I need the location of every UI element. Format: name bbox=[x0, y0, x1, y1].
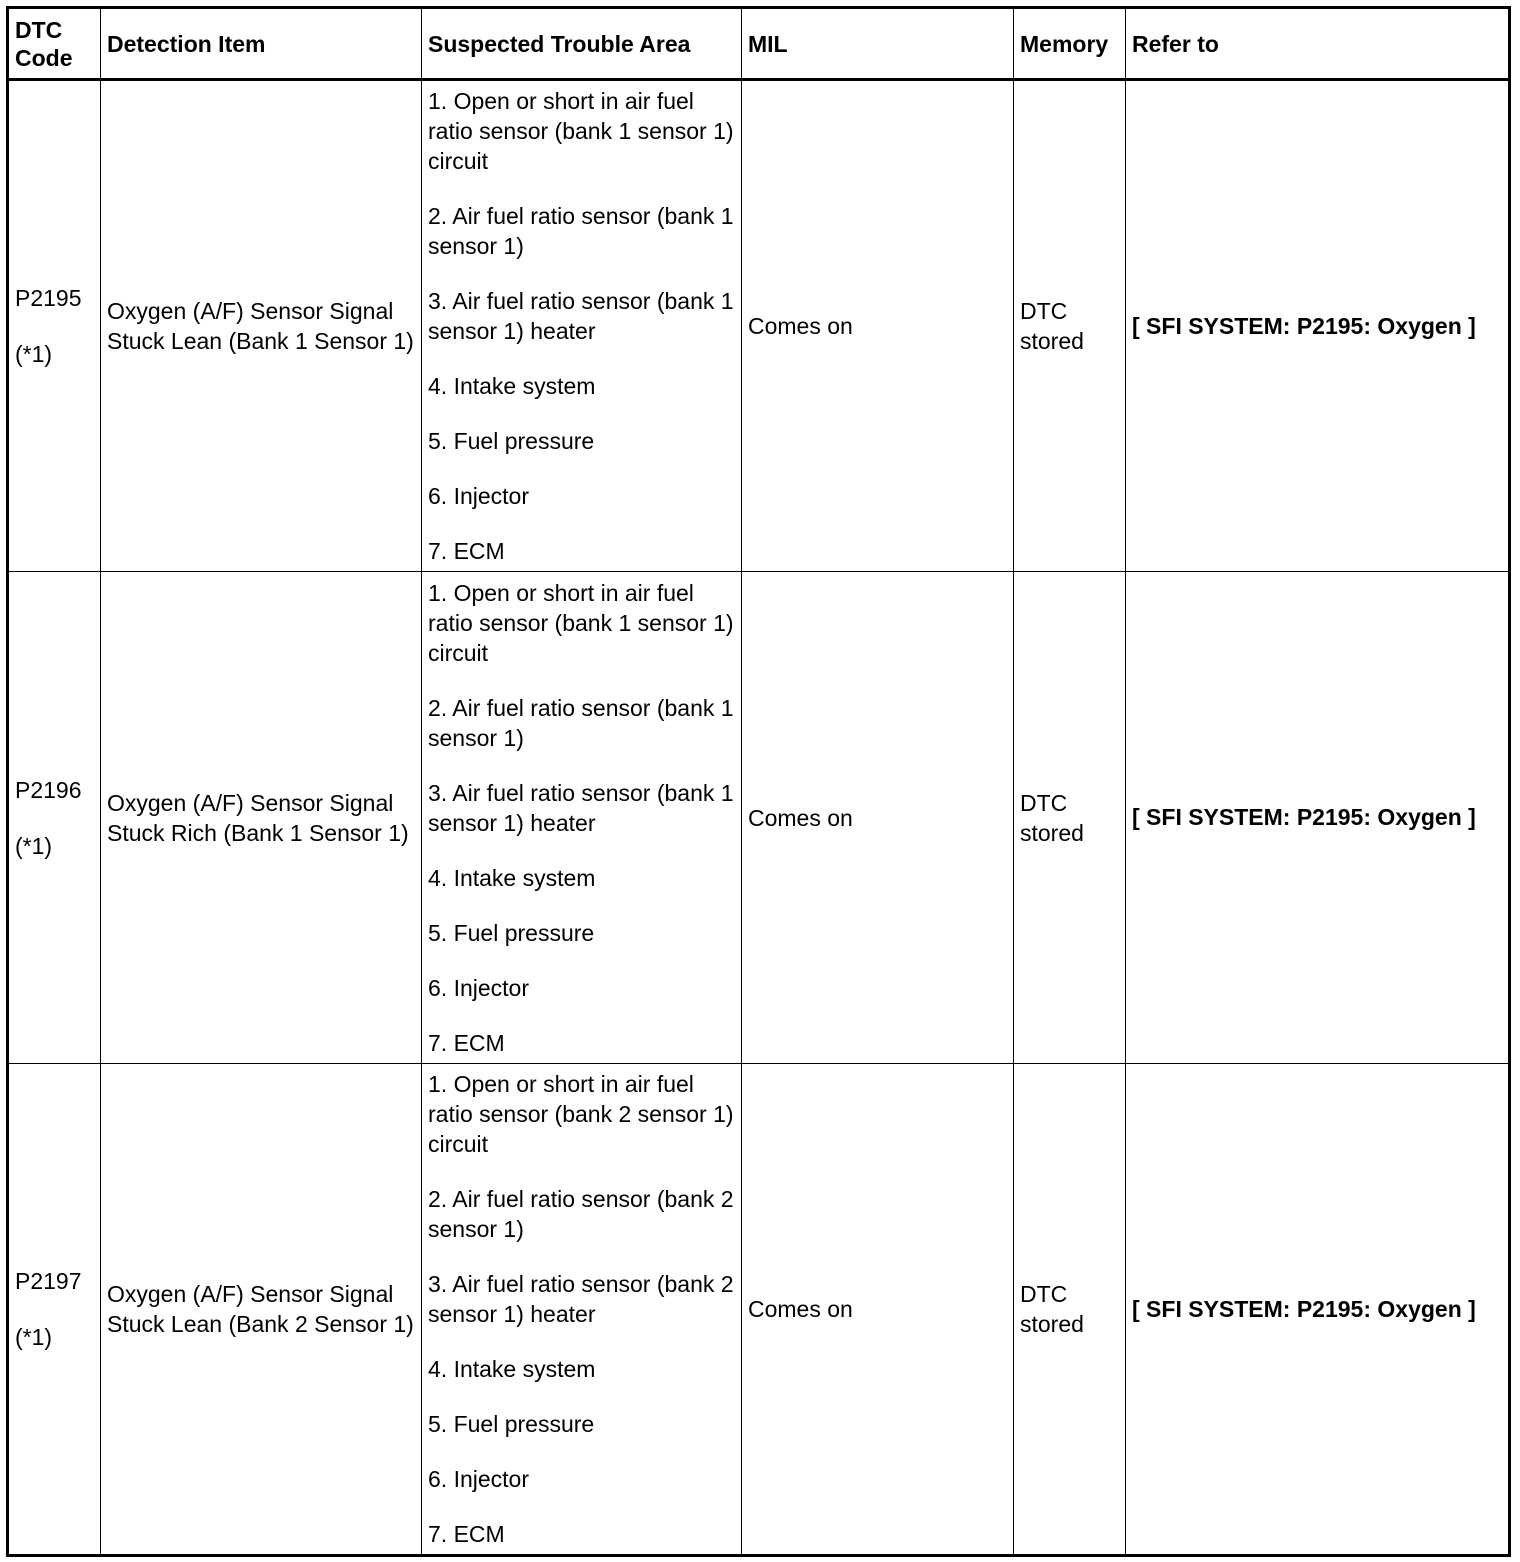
suspected-trouble-area bbox=[422, 80, 742, 572]
trouble-area-item: 5. Fuel pressure bbox=[428, 919, 595, 946]
trouble-area-item: 6. Injector bbox=[428, 483, 529, 509]
header-detection-item: Detection Item bbox=[101, 8, 422, 80]
header-dtc-code bbox=[8, 8, 101, 80]
dtc-code-cell bbox=[8, 80, 101, 572]
mil-status: Comes on bbox=[742, 1064, 1014, 1556]
trouble-area-item: 4. Intake system bbox=[428, 1356, 596, 1382]
mil-status: Comes on bbox=[742, 80, 1014, 572]
detection-item: Oxygen (A/F) Sensor Signal Stuck Lean (Bank 1 Sensor 1) bbox=[101, 80, 422, 572]
detection-item: Oxygen (A/F) Sensor Signal Stuck Lean (Bank 2 Sensor 1) bbox=[101, 1064, 422, 1556]
memory-status-line2: stored bbox=[1020, 819, 1084, 846]
dtc-code-note: (*1) bbox=[15, 832, 53, 859]
table-row bbox=[8, 572, 1510, 1064]
trouble-area-item: 2. Air fuel ratio sensor (bank 1 sensor 1) bbox=[428, 203, 734, 259]
suspected-trouble-area bbox=[422, 1064, 742, 1556]
trouble-area-item: 7. ECM bbox=[428, 538, 505, 564]
table-row bbox=[8, 1064, 1510, 1556]
trouble-area-item: 7. ECM bbox=[428, 1029, 505, 1056]
memory-status-line1: DTC bbox=[1020, 789, 1068, 816]
trouble-area-item: 7. ECM bbox=[428, 1521, 505, 1547]
trouble-area-item: 3. Air fuel ratio sensor (bank 1 sensor 1) heater bbox=[428, 288, 734, 344]
dtc-table bbox=[6, 6, 1511, 1557]
refer-to-link[interactable]: [ SFI SYSTEM: P2195: Oxygen ] bbox=[1126, 80, 1510, 572]
detection-item: Oxygen (A/F) Sensor Signal Stuck Rich (Bank 1 Sensor 1) bbox=[101, 572, 422, 1064]
dtc-code-cell bbox=[8, 572, 101, 1064]
mil-status: Comes on bbox=[742, 572, 1014, 1064]
header-dtc-code-line2: Code bbox=[15, 44, 73, 71]
memory-status bbox=[1014, 80, 1126, 572]
memory-status bbox=[1014, 572, 1126, 1064]
header-row bbox=[8, 8, 1510, 80]
dtc-code: P2196 bbox=[15, 776, 82, 803]
refer-to-link[interactable]: [ SFI SYSTEM: P2195: Oxygen ] bbox=[1126, 572, 1510, 1064]
header-mil: MIL bbox=[742, 8, 1014, 80]
dtc-code-cell bbox=[8, 1064, 101, 1556]
memory-status bbox=[1014, 1064, 1126, 1556]
trouble-area-item: 1. Open or short in air fuel ratio sensor (bank 1 sensor 1) circuit bbox=[428, 88, 734, 174]
memory-status-line1: DTC bbox=[1020, 298, 1068, 324]
trouble-area-item: 6. Injector bbox=[428, 974, 529, 1001]
header-dtc-code-line1: DTC bbox=[15, 16, 63, 43]
table-row bbox=[8, 80, 1510, 572]
dtc-code-note: (*1) bbox=[15, 1324, 53, 1350]
dtc-code: P2197 bbox=[15, 1268, 82, 1294]
trouble-area-item: 2. Air fuel ratio sensor (bank 2 sensor 1) bbox=[428, 1186, 734, 1242]
trouble-area-item: 4. Intake system bbox=[428, 864, 596, 891]
memory-status-line2: stored bbox=[1020, 1311, 1084, 1337]
header-memory: Memory bbox=[1014, 8, 1126, 80]
trouble-area-item: 4. Intake system bbox=[428, 373, 596, 399]
trouble-area-item: 6. Injector bbox=[428, 1466, 529, 1492]
dtc-code-note: (*1) bbox=[15, 341, 53, 367]
header-refer-to: Refer to bbox=[1126, 8, 1510, 80]
trouble-area-item: 3. Air fuel ratio sensor (bank 2 sensor 1) heater bbox=[428, 1271, 734, 1327]
trouble-area-item: 5. Fuel pressure bbox=[428, 428, 595, 454]
trouble-area-item: 5. Fuel pressure bbox=[428, 1411, 595, 1437]
dtc-code: P2195 bbox=[15, 285, 82, 311]
trouble-area-item: 3. Air fuel ratio sensor (bank 1 sensor 1) heater bbox=[428, 779, 734, 836]
refer-to-link[interactable]: [ SFI SYSTEM: P2195: Oxygen ] bbox=[1126, 1064, 1510, 1556]
memory-status-line2: stored bbox=[1020, 328, 1084, 354]
suspected-trouble-area bbox=[422, 572, 742, 1064]
trouble-area-item: 2. Air fuel ratio sensor (bank 1 sensor 1) bbox=[428, 694, 734, 751]
memory-status-line1: DTC bbox=[1020, 1281, 1068, 1307]
trouble-area-item: 1. Open or short in air fuel ratio sensor (bank 1 sensor 1) circuit bbox=[428, 579, 734, 666]
trouble-area-item: 1. Open or short in air fuel ratio sensor (bank 2 sensor 1) circuit bbox=[428, 1071, 734, 1157]
header-suspected-trouble-area: Suspected Trouble Area bbox=[422, 8, 742, 80]
